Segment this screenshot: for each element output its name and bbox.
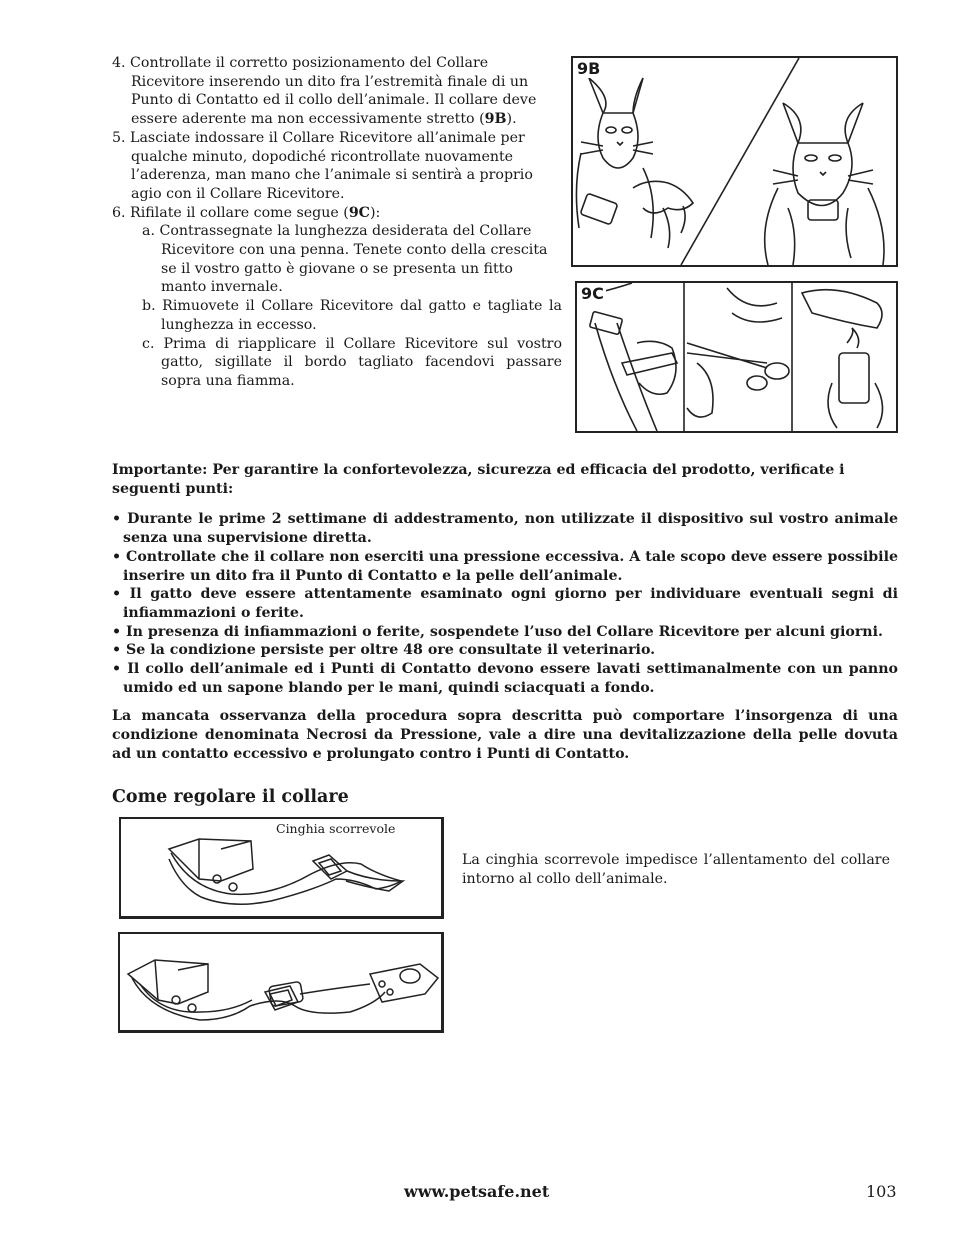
page-number: 103 [866,1182,897,1201]
important-section [112,461,898,764]
figure-9c-label: 9C [581,284,604,303]
bullet-item: • Controllate che il collare non eserciti una pressione eccessiva. A tale scopo deve essere possibile inserire un dito fra il Punto di Contatto e la pelle dell’animale. [112,548,898,585]
bullet-item: • Il gatto deve essere attentamente esaminato ogni giorno per individuare eventuali segni di infiammazioni o ferite. [112,585,898,622]
pressure-necrosis-warning: La mancata osservanza della procedura sopra descritta può comportare l’insorgenza di una condizione denominata Necrosi da Pressione, vale a dire una devitalizzazione della pelle dovuta ad un contatto eccessivo e prolungato contro i Punti di Contatto. [112,708,898,762]
important-bullets [112,510,898,697]
footer-url: www.petsafe.net [404,1182,550,1201]
bullet-item: • Se la condizione persiste per oltre 48 ore consultate il veterinario. [112,641,898,660]
step-5: 5. Lasciate indossare il Collare Ricevitore all’animale per qualche minuto, dopodiché ricontrollate nuovamente l’aderenza, man mano che l’animale si sentirà a proprio agio con il Collare Ricevitore. [112,129,533,202]
step-6a: a. Contrassegnate la lunghezza desiderata del Collare Ricevitore con una penna. Tenete conto della crescita se il vostro gatto è giovane o se presenta un fitto manto invernale. [142,223,548,296]
sliding-strap-note: La cinghia scorrevole impedisce l’allentamento del collare intorno al collo dell’animale. [462,852,890,887]
figure-9b-label: 9B [577,59,601,78]
steps-text [112,54,562,391]
bullet-item: • Durante le prime 2 settimane di addestramento, non utilizzate il dispositivo sul vostro animale senza una supervisione diretta. [112,510,898,547]
bullet-item: • In presenza di infiammazioni o ferite, sospendete l’uso del Collare Ricevitore per alcuni giorni. [112,623,898,642]
section-title: Come regolare il collare [112,787,349,807]
figure-sliding-strap [119,817,444,919]
collar-trimming-illustration [577,283,896,431]
step-6b: b. Rimuovete il Collare Ricevitore dal gatto e tagliate la lunghezza in eccesso. [142,298,562,333]
figure-assembled-collar [118,932,444,1033]
assembled-collar-illustration [120,934,441,1030]
step-6c: c. Prima di riapplicare il Collare Ricevitore sul vostro gatto, sigillate il bordo tagliato facendovi passare sopra una fiamma. [142,335,562,389]
important-intro: Importante: Per garantire la confortevolezza, sicurezza ed efficacia del prodotto, verificate i seguenti punti: [112,462,845,497]
figure-9c [575,281,898,433]
step-4: 4. Controllate il corretto posizionamento del Collare Ricevitore inserendo un dito fra l’estremità finale di un Punto di Contatto ed il collo dell’animale. Il collare deve essere aderente ma non eccessivamente stretto (9B). [112,55,537,128]
bullet-item: • Il collo dell’animale ed i Punti di Contatto devono essere lavati settimanalmente con un panno umido ed un sapone blando per le mani, quindi sciacquati a fondo. [112,660,898,697]
step-6: 6. Rifilate il collare come segue (9C): [112,204,381,221]
strap-label: Cinghia scorrevole [276,821,396,836]
cat-collar-fit-illustration [573,58,896,265]
figure-9b [571,56,898,267]
